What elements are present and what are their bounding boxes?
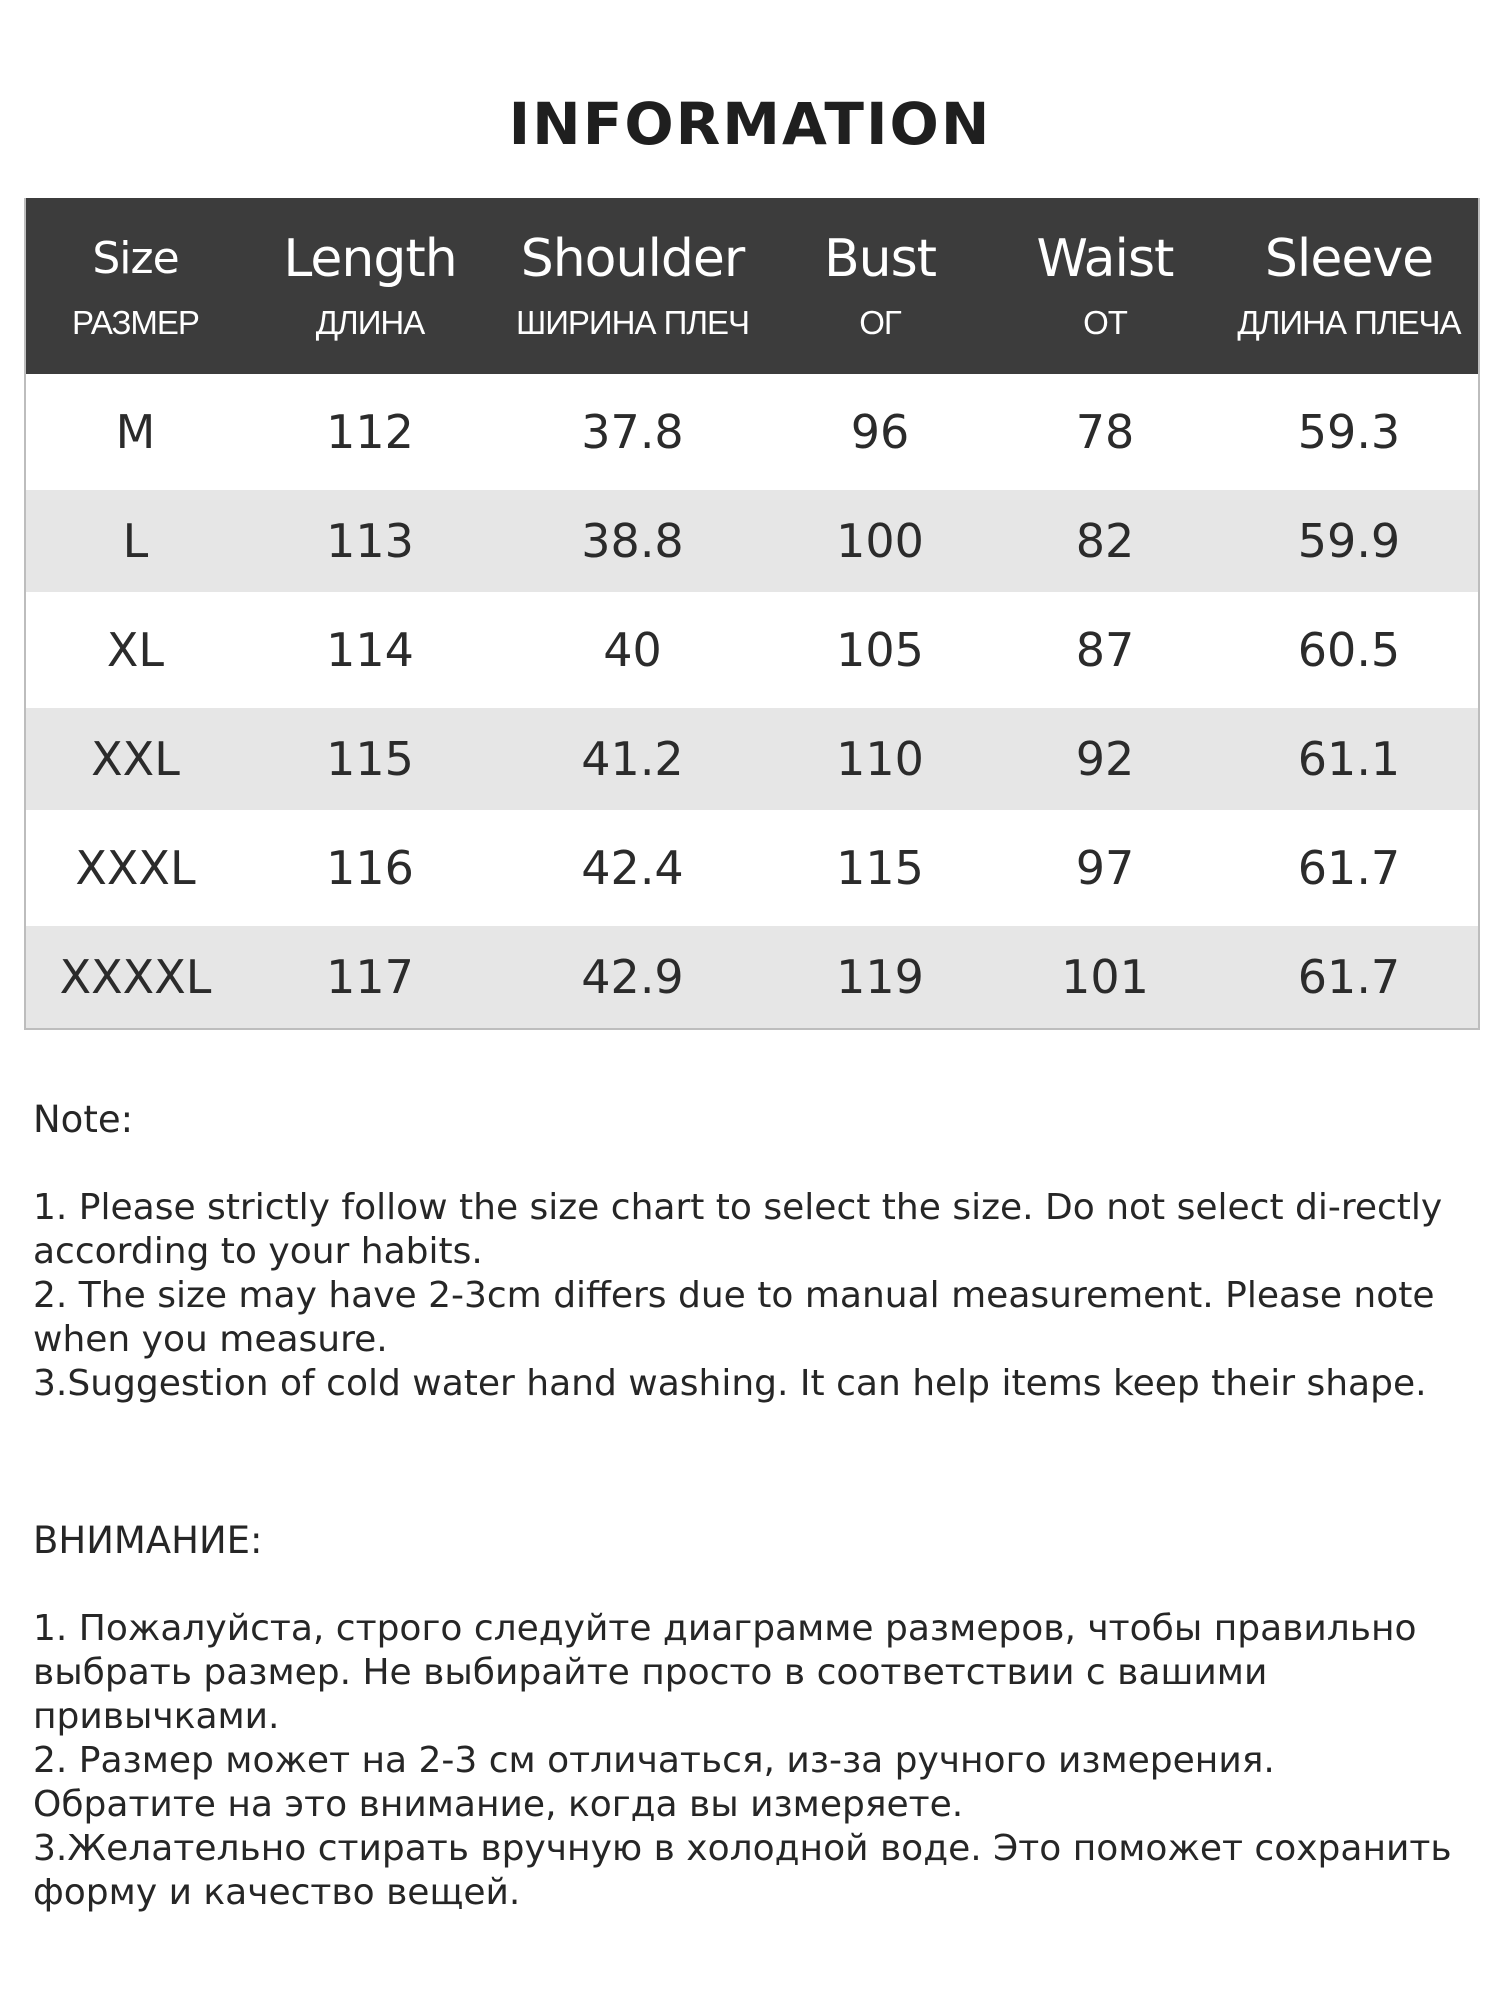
size-chart-table (24, 198, 1480, 1030)
header-size (25, 198, 245, 374)
cell-shoulder: 41.2 (495, 708, 770, 810)
cell-length: 115 (245, 708, 495, 810)
header-sleeve-en: Sleeve (1264, 229, 1434, 289)
table-row (25, 926, 1479, 1029)
header-length (245, 198, 495, 374)
cell-bust: 115 (770, 810, 990, 926)
header-bust-en: Bust (823, 229, 937, 289)
cell-sleeve: 60.5 (1220, 592, 1479, 708)
note-item: 1. Пожалуйста, строго следуйте диаграмме размеров, чтобы правильно выбрать размер. Не выбирайте просто в соответствии с вашими привычками. (33, 1608, 1417, 1737)
cell-waist: 78 (990, 374, 1220, 490)
table-row (25, 810, 1479, 926)
cell-length: 116 (245, 810, 495, 926)
note-item: 2. The size may have 2-3cm differs due to manual measurement. Please note when you measure. (33, 1275, 1435, 1360)
cell-size: XXL (25, 708, 245, 810)
header-shoulder-ru: ШИРИНА ПЛЕЧ (515, 304, 750, 341)
cell-shoulder: 40 (495, 592, 770, 708)
header-waist-ru: ОТ (1083, 304, 1127, 341)
cell-sleeve: 61.7 (1220, 926, 1479, 1029)
notes-russian-heading: ВНИМАНИЕ: (33, 1519, 263, 1562)
cell-length: 114 (245, 592, 495, 708)
notes-russian (33, 1519, 1453, 1915)
note-item: 3.Suggestion of cold water hand washing. It can help items keep their shape. (33, 1363, 1427, 1404)
table-row (25, 374, 1479, 490)
header-size-ru: РАЗМЕР (72, 304, 199, 341)
cell-shoulder: 38.8 (495, 490, 770, 592)
header-bust-ru: ОГ (859, 304, 901, 341)
note-item: 2. Размер может на 2-3 см отличаться, из-за ручного измерения. Обратите на это внимание, когда вы измеряете. (33, 1740, 1275, 1825)
cell-bust: 100 (770, 490, 990, 592)
cell-waist: 92 (990, 708, 1220, 810)
table-row (25, 490, 1479, 592)
cell-size: M (25, 374, 245, 490)
header-waist-en: Waist (1036, 229, 1174, 289)
note-item: 3.Желательно стирать вручную в холодной воде. Это поможет сохранить форму и качество вещей. (33, 1828, 1452, 1913)
cell-shoulder: 37.8 (495, 374, 770, 490)
cell-length: 112 (245, 374, 495, 490)
header-length-ru: ДЛИНА (315, 304, 425, 341)
header-size-en: Size (92, 233, 179, 284)
cell-sleeve: 61.1 (1220, 708, 1479, 810)
cell-sleeve: 59.9 (1220, 490, 1479, 592)
cell-shoulder: 42.9 (495, 926, 770, 1029)
notes-english-heading: Note: (33, 1098, 134, 1141)
cell-waist: 101 (990, 926, 1220, 1029)
cell-sleeve: 61.7 (1220, 810, 1479, 926)
header-bust (770, 198, 990, 374)
cell-bust: 96 (770, 374, 990, 490)
table-header-row (25, 198, 1479, 374)
header-shoulder (495, 198, 770, 374)
header-length-en: Length (283, 229, 457, 289)
header-waist (990, 198, 1220, 374)
header-shoulder-en: Shoulder (520, 229, 745, 289)
note-item: 1. Please strictly follow the size chart to select the size. Do not select di-rectly according to your habits. (33, 1187, 1443, 1272)
page-title: INFORMATION (508, 90, 992, 158)
cell-size: XXXXL (25, 926, 245, 1029)
cell-waist: 97 (990, 810, 1220, 926)
cell-bust: 110 (770, 708, 990, 810)
cell-shoulder: 42.4 (495, 810, 770, 926)
cell-size: L (25, 490, 245, 592)
cell-bust: 105 (770, 592, 990, 708)
cell-length: 113 (245, 490, 495, 592)
cell-waist: 82 (990, 490, 1220, 592)
cell-size: XL (25, 592, 245, 708)
cell-bust: 119 (770, 926, 990, 1029)
table-row (25, 592, 1479, 708)
header-sleeve (1220, 198, 1479, 374)
cell-waist: 87 (990, 592, 1220, 708)
cell-length: 117 (245, 926, 495, 1029)
header-sleeve-ru: ДЛИНА ПЛЕЧА (1237, 304, 1461, 341)
notes-english (33, 1098, 1453, 1406)
cell-size: XXXL (25, 810, 245, 926)
cell-sleeve: 59.3 (1220, 374, 1479, 490)
table-row (25, 708, 1479, 810)
